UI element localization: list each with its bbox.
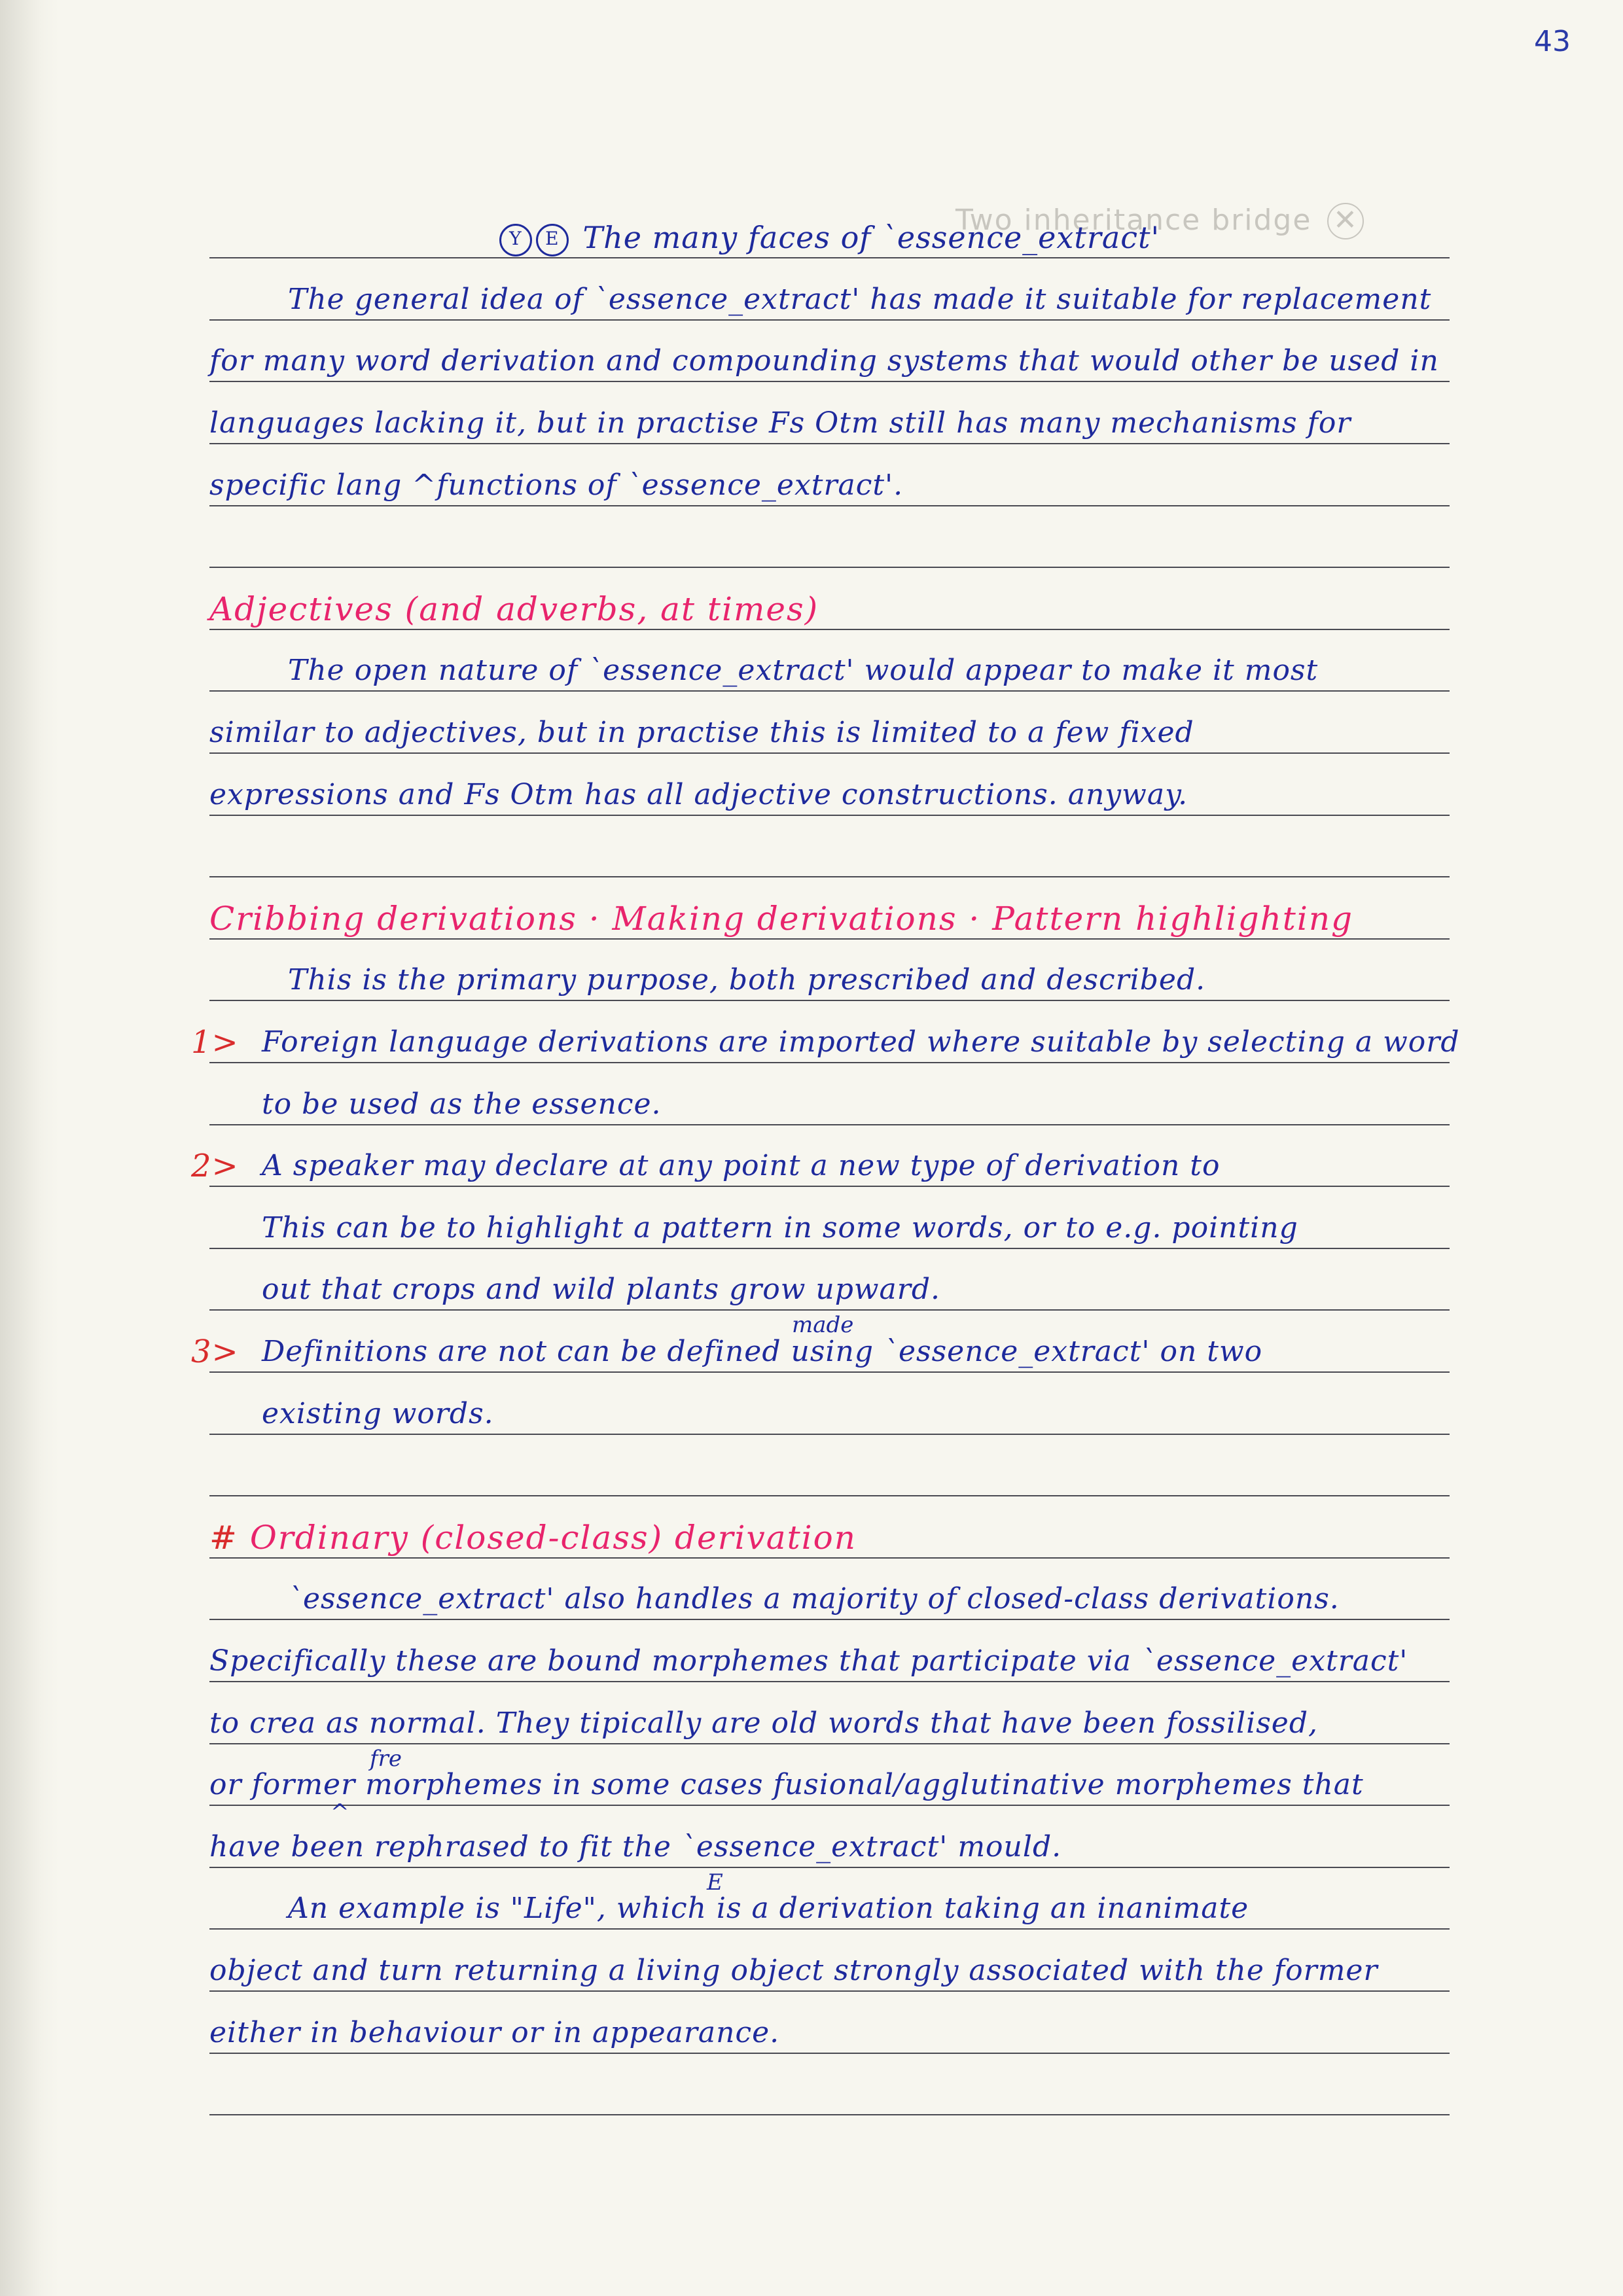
cribbing-heading: Cribbing derivations · Making derivations · Pattern highlighting [209, 900, 1354, 938]
adjectives-line-3: expressions and Fs Otm has all adjective constructions. anyway. [209, 778, 1188, 811]
list-item-2-line-2: This can be to highlight a pattern in some words, or to e.g. pointing [262, 1211, 1298, 1245]
page-number: 43 [1534, 25, 1571, 58]
insertion-fre: fre [370, 1746, 402, 1772]
list-number-3: 3> [191, 1333, 239, 1370]
list-item-1 [191, 1023, 1460, 1062]
circled-mark-y: Y [499, 224, 532, 256]
ordinary-line-4: or former morphemes in some cases fusional/agglutinative morphemes that [209, 1768, 1364, 1801]
cribbing-intro: This is the primary purpose, both prescribed and described. [288, 963, 1206, 997]
show-through-circle-icon: ✕ [1327, 203, 1364, 239]
intro-line-1: The general idea of `essence_extract' has made it suitable for replacement [288, 283, 1432, 316]
ordinary-line-2: Specifically these are bound morphemes that participate via `essence_extract' [209, 1644, 1408, 1678]
list-item-1-line-1: Foreign language derivations are imported where suitable by selecting a word [262, 1025, 1460, 1059]
list-item-2-line-1: A speaker may declare at any point a new type of derivation to [262, 1149, 1221, 1182]
page-title [209, 218, 1450, 257]
ordinary-line-5: have been rephrased to fit the `essence_extract' mould. [209, 1830, 1062, 1863]
example-line-3: either in behaviour or in appearance. [209, 2016, 780, 2049]
insertion-caret-icon: ^ [330, 1799, 349, 1826]
page-binding-shadow [0, 0, 59, 2296]
adjectives-line-2: similar to adjectives, but in practise this is limited to a few fixed [209, 716, 1194, 749]
list-item-1-line-2: to be used as the essence. [262, 1087, 662, 1121]
page-title-text: The many faces of `essence_extract' [582, 220, 1160, 255]
intro-line-2: for many word derivation and compounding systems that would other be used in [209, 344, 1439, 378]
ordinary-heading-text: Ordinary (closed-class) derivation [249, 1519, 857, 1557]
ordinary-heading-mark: # [209, 1519, 238, 1557]
insertion-made: made [792, 1312, 854, 1338]
list-item-2 [191, 1146, 1450, 1186]
example-line-2: object and turn returning a living object strongly associated with the former [209, 1954, 1378, 1987]
adjectives-line-1: The open nature of `essence_extract' would appear to make it most [288, 654, 1319, 687]
list-number-1: 1> [191, 1024, 239, 1061]
list-item-2-line-3: out that crops and wild plants grow upward. [262, 1273, 940, 1306]
ordinary-heading [209, 1518, 1450, 1557]
show-through-label: Two inheritance bridge [955, 203, 1312, 237]
intro-line-4: specific lang ^functions of `essence_extract'. [209, 468, 904, 502]
list-number-2: 2> [191, 1148, 239, 1184]
adjectives-heading: Adjectives (and adverbs, at times) [209, 590, 819, 628]
intro-line-3: languages lacking it, but in practise Fs Otm still has many mechanisms for [209, 406, 1351, 440]
example-superscript: E [707, 1869, 723, 1896]
list-item-3-line-1: Definitions are not can be defined using `essence_extract' on two [262, 1335, 1263, 1368]
circled-mark-e: E [536, 224, 569, 256]
list-item-3 [191, 1332, 1450, 1371]
ordinary-line-1: `essence_extract' also handles a majority of closed-class derivations. [288, 1582, 1340, 1616]
example-line-1: An example is "Life", which is a derivation taking an inanimate [288, 1892, 1249, 1925]
list-item-3-line-2: existing words. [262, 1397, 494, 1430]
ordinary-line-3: to crea as normal. They tipically are old words that have been fossilised, [209, 1706, 1318, 1740]
